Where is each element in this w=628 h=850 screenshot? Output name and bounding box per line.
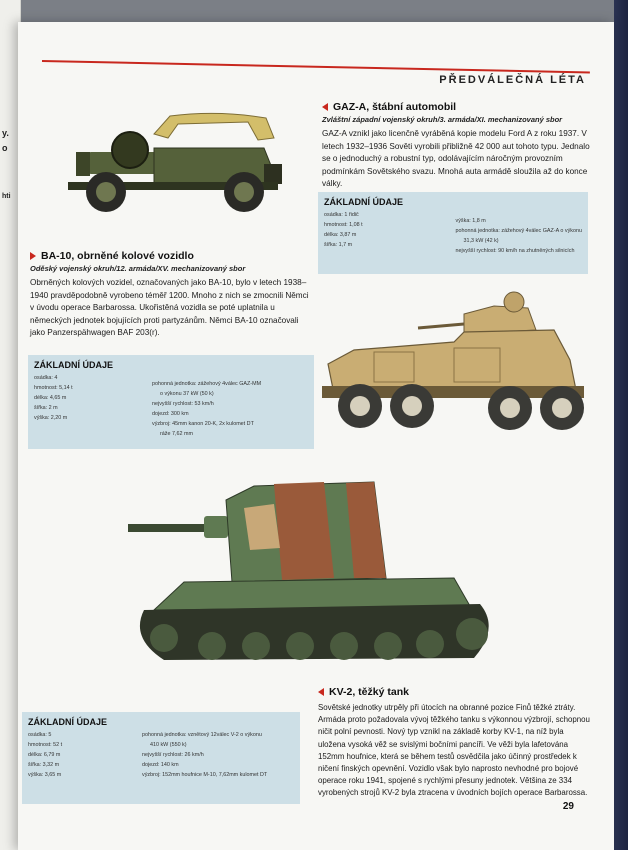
spec-line: šířka: 2 m [34, 405, 58, 411]
ba-10-specs-title: ZÁKLADNÍ ÚDAJE [34, 360, 114, 370]
spec-line: výška: 2,20 m [34, 415, 68, 421]
spec-line: nejvyšší rychlost: 90 km/h na zhutněných silnicích [455, 248, 575, 254]
section-marker-icon [322, 103, 328, 111]
gaz-a-subtitle: Zvláštní západní vojenský okruh/3. armáda/XI. mechanizovaný sbor [322, 115, 563, 124]
gaz-a-specs-title: ZÁKLADNÍ ÚDAJE [324, 197, 404, 207]
previous-page-fragment: o [2, 143, 8, 153]
spec-line: hmotnost: 1,08 t [324, 222, 363, 228]
kv-2-section [318, 686, 590, 800]
ba-10-illustration [314, 290, 600, 440]
kv-2-title [318, 686, 590, 698]
spec-line: šířka: 1,7 m [324, 242, 353, 248]
spec-line: osádka: 5 [28, 732, 52, 738]
running-head: PŘEDVÁLEČNÁ LÉTA [439, 74, 586, 86]
spec-line: výška: 1,8 m [455, 218, 486, 224]
kv-2-specs-box [22, 712, 300, 804]
spec-line: pohonná jednotka: zážehový 4válec GAZ-MM [152, 381, 262, 387]
spec-line: pohonná jednotka: vznětový 12válec V-2 o výkonu [142, 732, 262, 738]
section-marker-icon [318, 688, 324, 696]
spec-line: osádka: 4 [34, 375, 58, 381]
kv-2-illustration [124, 478, 514, 676]
spec-line: délka: 3,87 m [324, 232, 357, 238]
spec-line: délka: 4,65 m [34, 395, 67, 401]
spec-line: o výkonu 37 kW (50 k) [160, 391, 214, 397]
spec-line: osádka: 1 řidič [324, 212, 359, 218]
ba-10-subtitle: Oděský vojenský okruh/12. armáda/XV. mechanizovaný sbor [30, 264, 246, 273]
spec-line: délka: 6,79 m [28, 752, 61, 758]
gaz-a-title [322, 101, 592, 113]
spec-line: výzbroj: 152mm houfnice M-10, 7,62mm kulomet DT [142, 772, 268, 778]
gaz-a-specs-box [318, 192, 588, 274]
gaz-a-title-text: GAZ-A, štábní automobil [333, 101, 457, 113]
spec-line: nejvyšší rychlost: 53 km/h [152, 401, 214, 407]
book-page [18, 22, 614, 850]
spec-line: 410 kW (550 k) [150, 742, 187, 748]
book-binding [614, 0, 628, 850]
spec-line: hmotnost: 52 t [28, 742, 63, 748]
page-number: 29 [562, 801, 574, 812]
kv-2-title-text: KV-2, těžký tank [329, 686, 409, 698]
gaz-a-text: GAZ-A vznikl jako licenčně vyráběná kopie modelu Ford A z roku 1937. V letech 1932–1936 Sověti vyrobili přibližně 42 000 aut tohoto typu. Jednalo se o jednoduchý a robustní typ, odolávajícím náročným provozním podmínkám Sovětského svazu. Mnohá auta armádě sloužila až do konce války. [322, 129, 590, 189]
ba-10-title-text: BA-10, obrněné kolové vozidlo [41, 250, 194, 262]
spec-line: výzbroj: 45mm kanon 20-K, 2x kulomet DT [152, 421, 254, 427]
spec-line: 31,3 kW (42 k) [463, 238, 499, 244]
spec-line: pohonná jednotka: zážehový 4válec GAZ-A o výkonu [455, 228, 582, 234]
spec-line: nejvyšší rychlost: 26 km/h [142, 752, 204, 758]
spec-line: dojezd: 300 km [152, 411, 189, 417]
previous-page-fragment: y. [2, 128, 9, 138]
kv-2-specs-title: ZÁKLADNÍ ÚDAJE [28, 717, 108, 727]
spec-line: hmotnost: 5,14 t [34, 385, 73, 391]
spec-line: ráže 7,62 mm [160, 431, 193, 437]
gaz-a-section [322, 101, 592, 191]
header-rule [42, 60, 590, 73]
kv-2-text: Sovětské jednotky utrpěly při útocích na obranné pozice Finů těžké ztráty. Armáda proto požadovala vývoj těžkého tanku s výkonnou výzbrojí, schopnou ničit polní pevnosti. Nový typ vznikl na základě korby KV-1, na níž byla uložena vysoká věž se svislými bočními pancíři. Ve věži byla lafetována 152mm houfnice, která se během testů osvědčila jako účinný prostředek k ničení finských opevnění. Vozidlo však bylo naprosto nevhodné pro bojové operace roku 1941, spojené s rychlými přesuny jednotek. Většina ze 334 vyrobených strojů KV-2 byla ztracena v úvodních bojích operace Barbarossa. [318, 703, 590, 798]
ba-10-section [30, 250, 312, 340]
spec-line: šířka: 3,32 m [28, 762, 60, 768]
section-marker-icon [30, 252, 36, 260]
ba-10-title [30, 250, 312, 262]
previous-page-fragment: hti [2, 193, 11, 200]
ba-10-specs-box [28, 355, 314, 449]
gaz-a-illustration [58, 108, 298, 218]
spec-line: dojezd: 140 km [142, 762, 179, 768]
ba-10-text: Obrněných kolových vozidel, označovaných jako BA-10, bylo v letech 1938–1940 pravděpodobně vyrobeno téměř 1200. Mnoho z nich se zmocnili Němci v úvodu operace Barbarossa. Ukořistěná vozidla se poté uplatnila u německých jednotek bojujících proti partyzánům. Němci BA-10 označovali jako Panzerspähwagen BAF 203(r). [30, 278, 309, 338]
spec-line: výška: 3,65 m [28, 772, 62, 778]
